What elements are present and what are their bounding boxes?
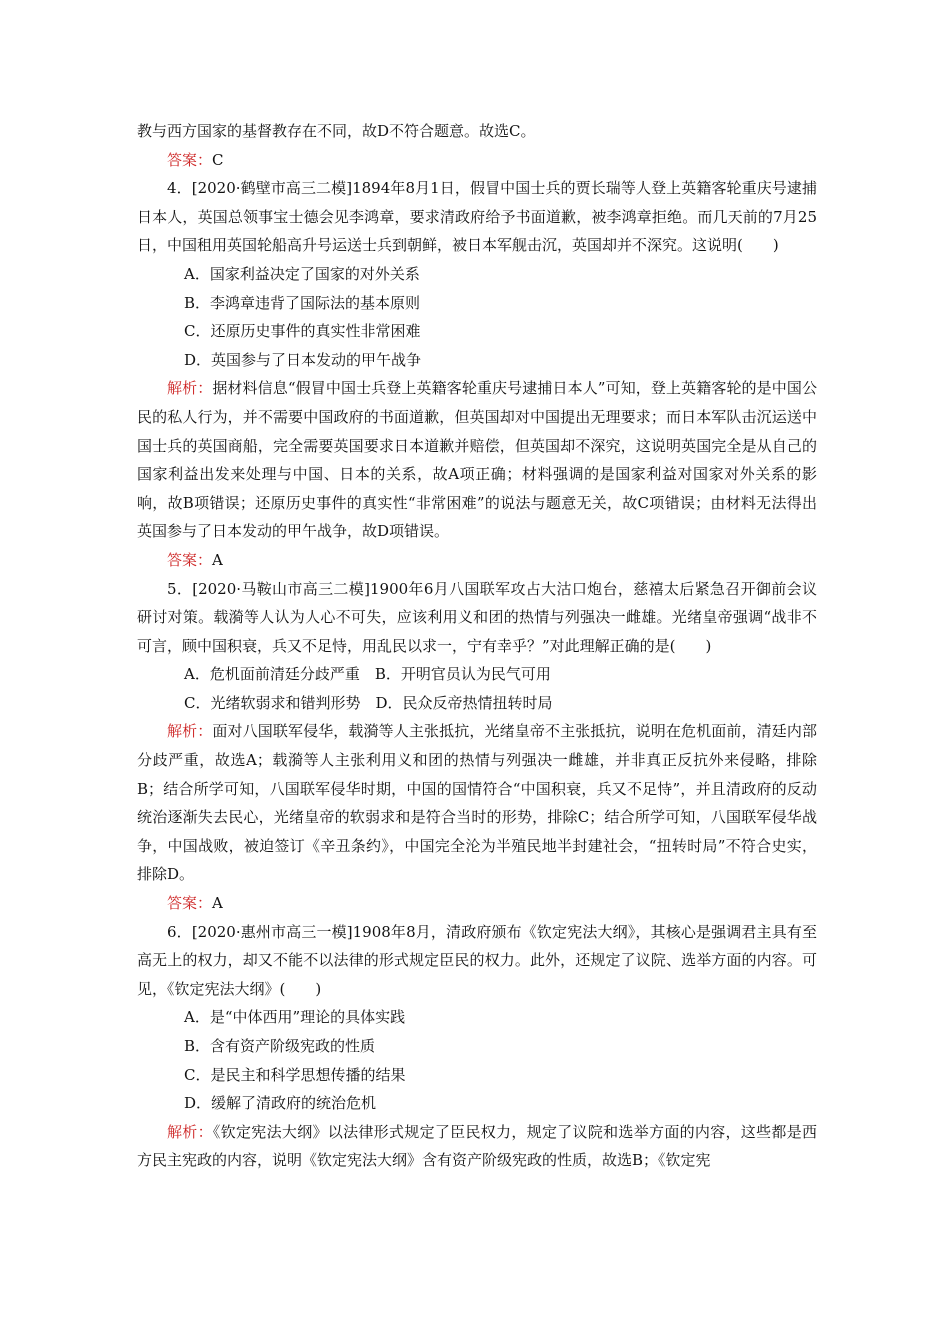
question-4-answer [137,546,817,575]
question-4-option-a: A．国家利益决定了国家的对外关系 [184,264,420,283]
question-5-options-row-2: C．光绪软弱求和错判形势 D．民众反帝热情扭转时局 [184,693,553,712]
lead-paragraph: 教与西方国家的基督教存在不同，故D不符合题意。故选C。 [137,122,536,140]
question-4-stem: 4．[2020·鹤壁市高三二模]1894年8月1日，假冒中国士兵的贾长瑞等人登上英籍客轮重庆号逮捕日本人，英国总领事宝士德会见李鸿章，要求清政府给予书面道歉，被李鸿章拒绝。而几天前的7月25日，中国租用英国轮船高升号运送士兵到朝鲜，被日本军舰击沉，英国却并不深究。这说明( ) [137,179,817,255]
analysis-text: 据材料信息“假冒中国士兵登上英籍客轮重庆号逮捕日本人”可知，登上英籍客轮的是中国公民的私人行为，并不需要中国政府的书面道歉，但英国却对中国提出无理要求；而日本军队击沉运送中国士兵的英国商船，完全需要英国要求日本道歉并赔偿，但英国却不深究，这说明英国完全是从自己的国家利益出发来处理与中国、日本的关系，故A项正确；材料强调的是国家利益对国家对外关系的影响，故B项错误；还原历史事件的真实性“非常困难”的说法与题意无关，故C项错误；由材料无法得出英国参与了日本发动的甲午战争，故D项错误。 [137,379,817,541]
question-6-option-d: D．缓解了清政府的统治危机 [184,1094,377,1113]
analysis-label: 解析： [167,722,213,741]
analysis-text: 面对八国联军侵华，载漪等人主张抵抗，光绪皇帝不主张抵抗，说明在危机面前，清廷内部分歧严重，故选A；载漪等人主张利用义和团的热情与列强决一雌雄，并非真正反抗外来侵略，排除B；结合所学可知，八国联军侵华时期，中国的国情符合“中国积衰，兵又不足恃”，并且清政府的反动统治逐渐失去民心，光绪皇帝的软弱求和是符合当时的形势，排除C；结合所学可知，八国联军侵华战争，中国战败，被迫签订《辛丑条约》，中国完全沦为半殖民地半封建社会，“扭转时局”不符合史实，排除D。 [137,722,817,884]
answer-value: A [212,550,223,569]
answer-label: 答案： [167,550,213,569]
answer-value: C [212,150,224,169]
answer-line-q3 [137,146,817,175]
question-5-analysis [137,717,817,889]
question-4-option-d: D．英国参与了日本发动的甲午战争 [184,350,422,369]
answer-value: A [212,894,223,913]
question-5-answer [137,889,817,918]
question-4-option-b: B．李鸿章违背了国际法的基本原则 [184,293,421,312]
question-6-option-c: C．是民主和科学思想传播的结果 [184,1065,406,1084]
question-6-option-a: A．是“中体西用”理论的具体实践 [184,1008,406,1027]
analysis-label: 解析： [167,379,213,398]
answer-label: 答案： [167,894,213,913]
question-5-stem: 5．[2020·马鞍山市高三二模]1900年6月八国联军攻占大沽口炮台，慈禧太后紧急召开御前会议研讨对策。载漪等人认为人心不可失，应该利用义和团的热情与列强决一雌雄。光绪皇帝强调“战非不可言，顾中国积衰，兵又不足恃，用乱民以求一，宁有幸乎？”对此理解正确的是( ) [137,579,817,655]
answer-label: 答案： [167,150,213,169]
question-6-stem: 6．[2020·惠州市高三一模]1908年8月，清政府颁布《钦定宪法大纲》，其核心是强调君主具有至高无上的权力，却又不能不以法律的形式规定臣民的权力。此外，还规定了议院、选举方面的内容。可见，《钦定宪法大纲》( ) [137,922,817,998]
question-4-option-c: C．还原历史事件的真实性非常困难 [184,322,421,341]
analysis-text: 《钦定宪法大纲》以法律形式规定了臣民权力，规定了议院和选举方面的内容，这些都是西方民主宪政的内容，说明《钦定宪法大纲》含有资产阶级宪政的性质，故选B；《钦定宪 [137,1122,817,1170]
analysis-label: 解析： [167,1122,213,1141]
document-body [137,117,817,1175]
question-6-option-b: B．含有资产阶级宪政的性质 [184,1037,376,1055]
question-4-analysis [137,374,817,546]
question-6-analysis [137,1118,817,1175]
question-5-options-row-1: A．危机面前清廷分歧严重 B．开明官员认为民气可用 [184,665,551,684]
